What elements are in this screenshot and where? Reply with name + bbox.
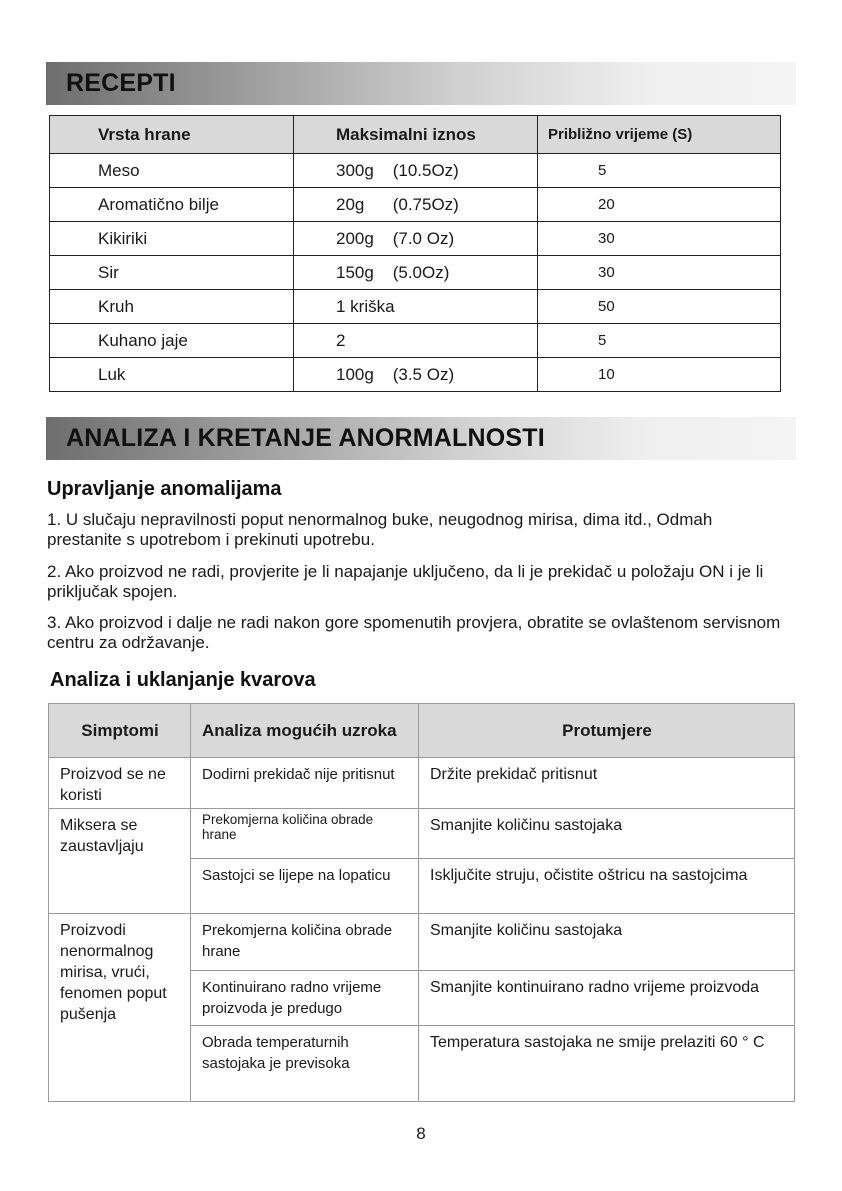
max-amount-cell: 20g (0.75Oz) bbox=[294, 188, 538, 222]
table-header-row bbox=[50, 116, 781, 154]
table-row bbox=[50, 358, 781, 392]
section-title: RECEPTI bbox=[66, 69, 176, 97]
table-row bbox=[50, 154, 781, 188]
max-amount-cell: 1 kriška bbox=[294, 290, 538, 324]
table-row bbox=[50, 188, 781, 222]
time-cell: 20 bbox=[538, 188, 781, 222]
food-type-cell: Meso bbox=[50, 154, 294, 188]
food-type-cell: Sir bbox=[50, 256, 294, 290]
time-cell: 5 bbox=[538, 324, 781, 358]
cause-cell: Obrada temperaturnih sastojaka je previsoka bbox=[191, 1026, 419, 1102]
table-row bbox=[49, 914, 795, 971]
food-type-cell: Kruh bbox=[50, 290, 294, 324]
section-title: ANALIZA I KRETANJE ANORMALNOSTI bbox=[66, 424, 545, 452]
remedy-cell: Smanjite količinu sastojaka bbox=[419, 914, 795, 971]
remedy-cell: Držite prekidač pritisnut bbox=[419, 758, 795, 809]
max-amount-cell: 100g (3.5 Oz) bbox=[294, 358, 538, 392]
cause-cell: Prekomjerna količina obrade hrane bbox=[191, 914, 419, 971]
section-banner-analiza bbox=[46, 417, 796, 460]
column-header: Maksimalni iznos bbox=[294, 116, 538, 154]
table-row bbox=[49, 809, 795, 859]
column-header: Protumjere bbox=[419, 704, 795, 758]
cause-cell: Dodirni prekidač nije pritisnut bbox=[191, 758, 419, 809]
column-header: Približno vrijeme (S) bbox=[538, 116, 781, 154]
paragraph: 2. Ako proizvod ne radi, provjerite je li napajanje uključeno, da li je prekidač u položaju ON i je li priključak spojen. bbox=[47, 562, 764, 601]
cause-cell: Kontinuirano radno vrijeme proizvoda je predugo bbox=[191, 971, 419, 1026]
troubleshooting-table bbox=[48, 703, 795, 1102]
table-row bbox=[50, 222, 781, 256]
max-amount-cell: 300g (10.5Oz) bbox=[294, 154, 538, 188]
remedy-cell: Smanjite kontinuirano radno vrijeme proizvoda bbox=[419, 971, 795, 1026]
table-row bbox=[50, 290, 781, 324]
symptom-cell: Proizvod se ne koristi bbox=[49, 758, 191, 809]
food-type-cell: Luk bbox=[50, 358, 294, 392]
remedy-cell: Isključite struju, očistite oštricu na sastojcima bbox=[419, 859, 795, 914]
page-number: 8 bbox=[416, 1124, 426, 1143]
table-row bbox=[50, 324, 781, 358]
symptom-cell: Miksera se zaustavljaju bbox=[49, 809, 191, 914]
column-header: Analiza mogućih uzroka bbox=[191, 704, 419, 758]
paragraph: 3. Ako proizvod i dalje ne radi nakon gore spomenutih provjera, obratite se ovlaštenom servisnom centru za održavanje. bbox=[47, 613, 781, 652]
symptom-cell: Proizvodi nenormalnog mirisa, vrući, fenomen poput pušenja bbox=[49, 914, 191, 1102]
food-type-cell: Kuhano jaje bbox=[50, 324, 294, 358]
recipes-table bbox=[49, 115, 781, 392]
section-banner-recepti bbox=[46, 62, 796, 105]
table-row bbox=[50, 256, 781, 290]
time-cell: 5 bbox=[538, 154, 781, 188]
cause-cell: Prekomjerna količina obrade hrane bbox=[191, 809, 419, 859]
subheading-anomalies: Upravljanje anomalijama bbox=[47, 478, 282, 500]
max-amount-cell: 200g (7.0 Oz) bbox=[294, 222, 538, 256]
remedy-cell: Smanjite količinu sastojaka bbox=[419, 809, 795, 859]
column-header: Vrsta hrane bbox=[50, 116, 294, 154]
table-header-row bbox=[49, 704, 795, 758]
food-type-cell: Aromatično bilje bbox=[50, 188, 294, 222]
food-type-cell: Kikiriki bbox=[50, 222, 294, 256]
remedy-cell: Temperatura sastojaka ne smije prelaziti 60 ° C bbox=[419, 1026, 795, 1102]
cause-cell: Sastojci se lijepe na lopaticu bbox=[191, 859, 419, 914]
column-header: Simptomi bbox=[49, 704, 191, 758]
time-cell: 30 bbox=[538, 222, 781, 256]
time-cell: 10 bbox=[538, 358, 781, 392]
max-amount-cell: 2 bbox=[294, 324, 538, 358]
subheading-troubleshooting: Analiza i uklanjanje kvarova bbox=[50, 669, 316, 691]
max-amount-cell: 150g (5.0Oz) bbox=[294, 256, 538, 290]
table-row bbox=[49, 758, 795, 809]
paragraph: 1. U slučaju nepravilnosti poput nenormalnog buke, neugodnog mirisa, dima itd., Odmah prestanite s upotrebom i prekinuti upotrebu. bbox=[47, 510, 713, 549]
time-cell: 30 bbox=[538, 256, 781, 290]
time-cell: 50 bbox=[538, 290, 781, 324]
